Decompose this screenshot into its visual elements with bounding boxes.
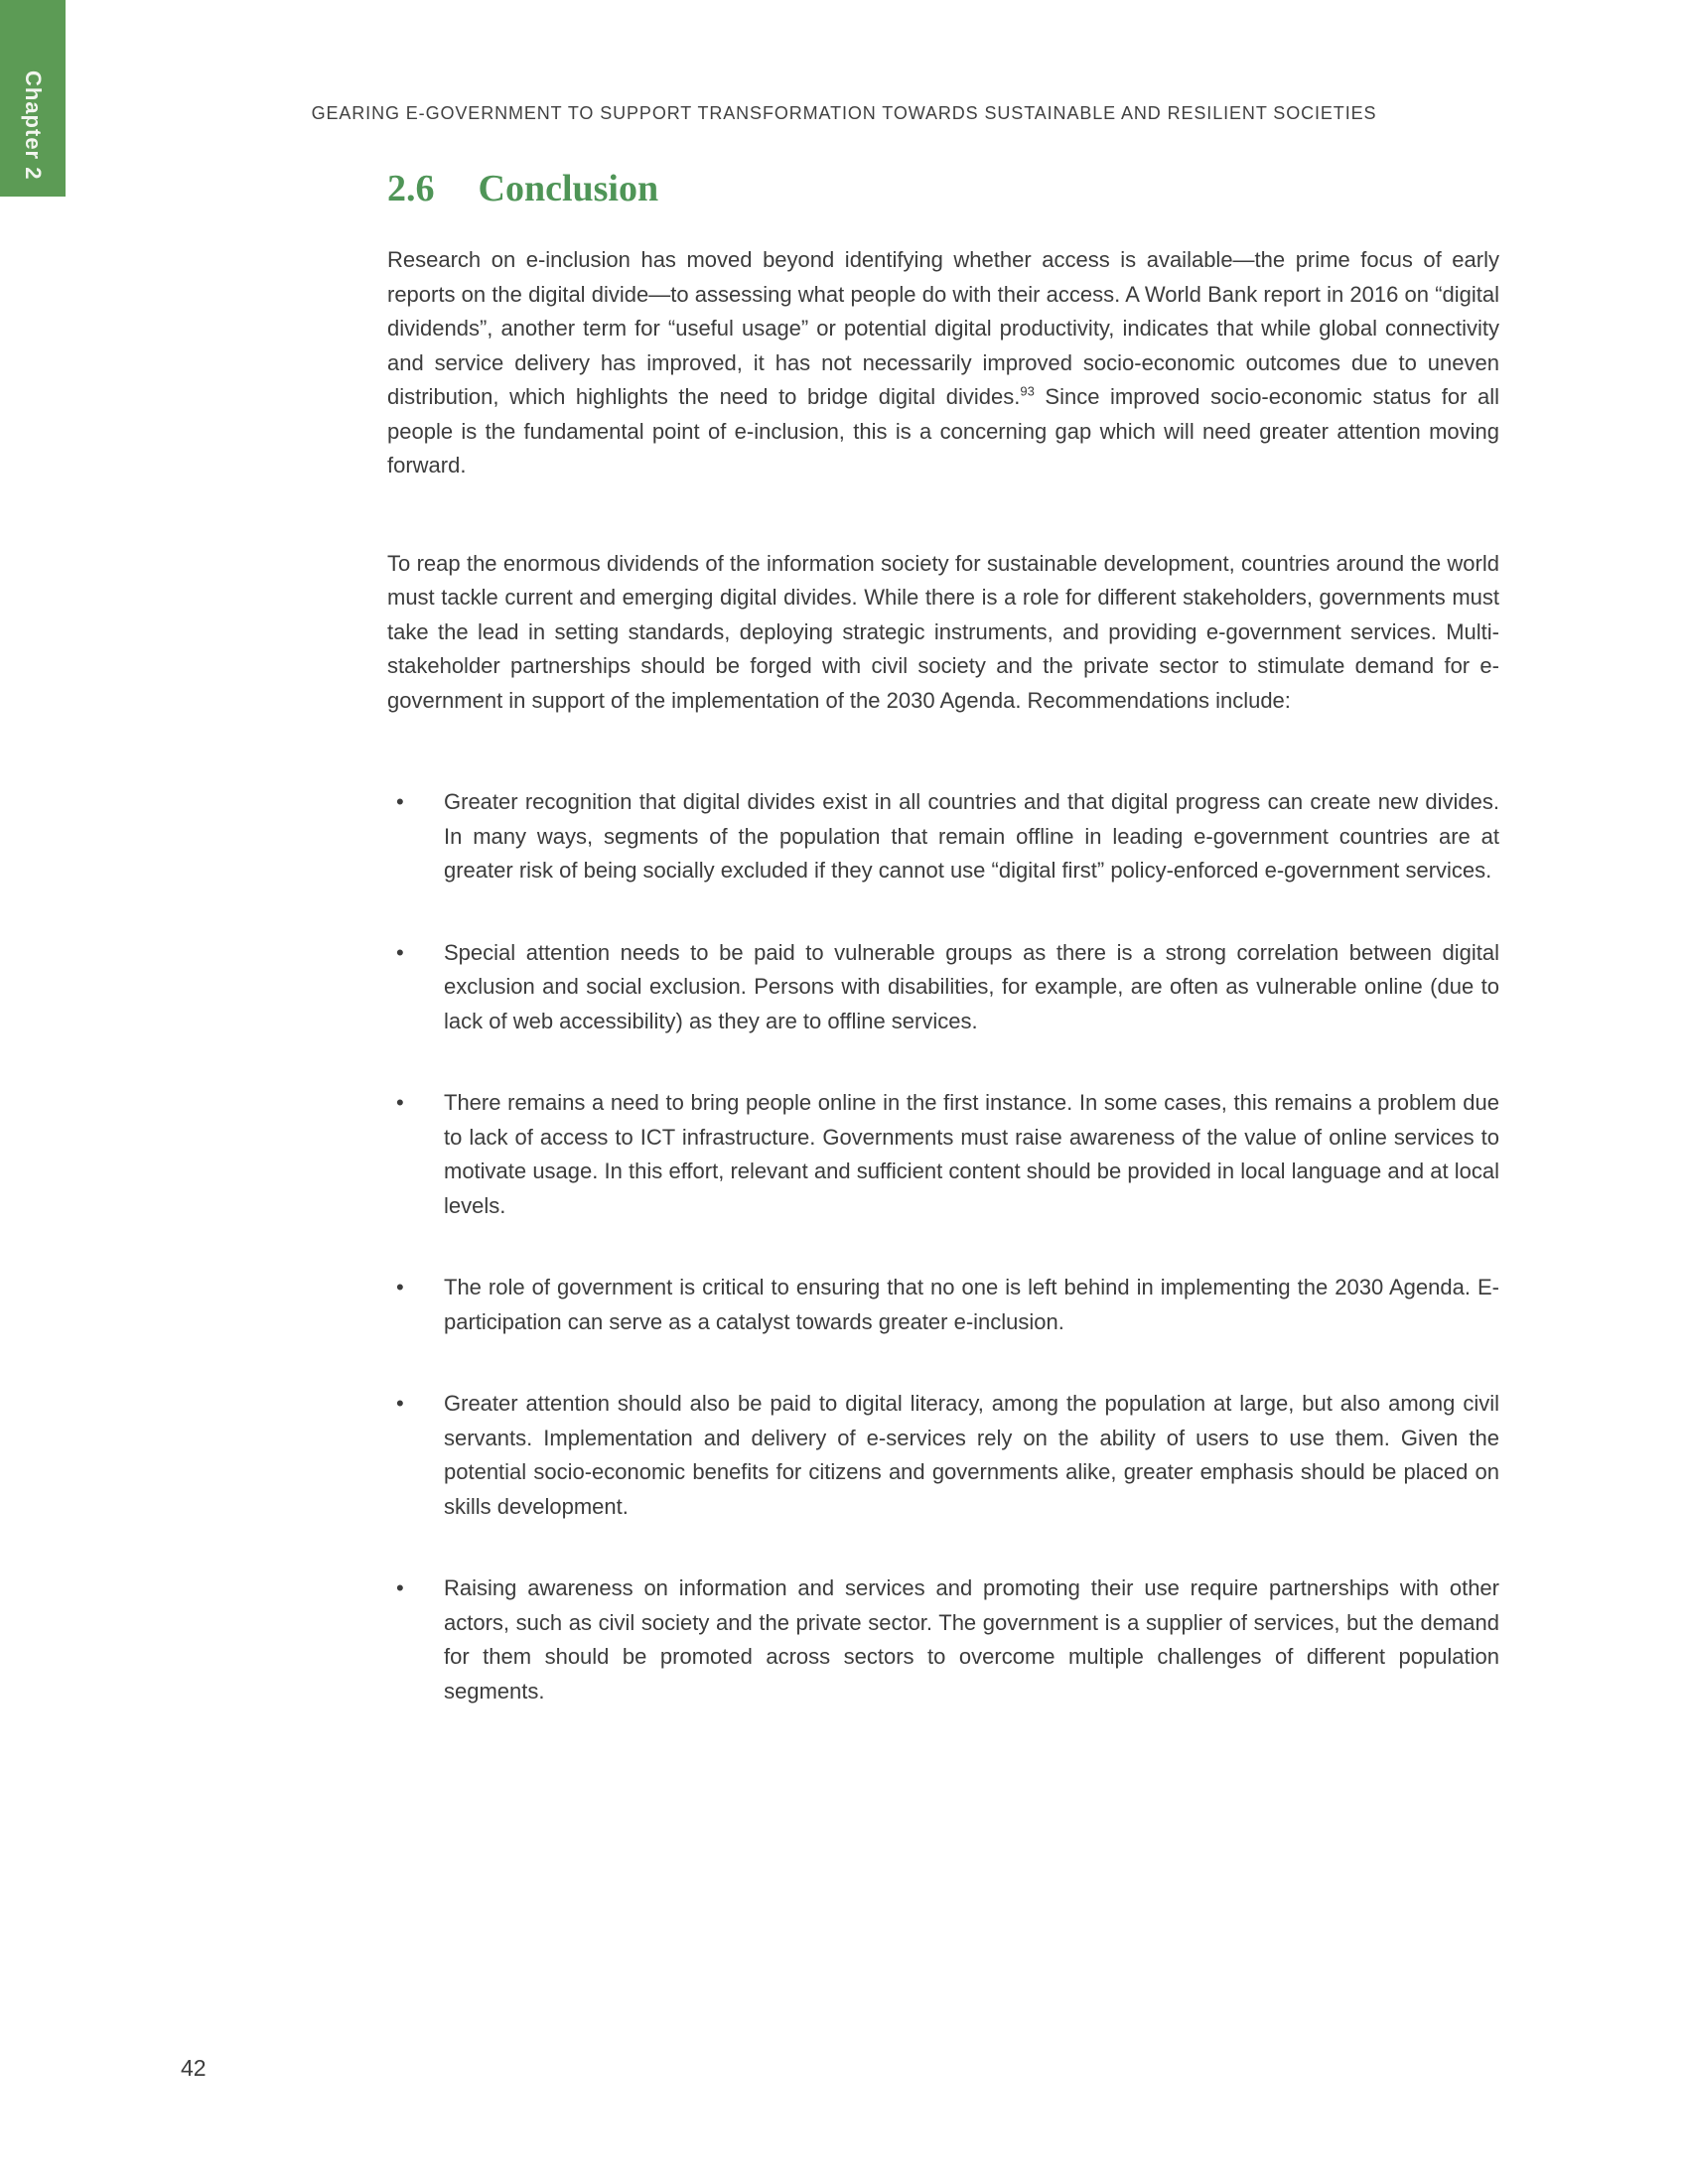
chapter-tab-label: Chapter 2: [21, 69, 46, 181]
list-item: [387, 1387, 1499, 1524]
section-title: Conclusion: [478, 168, 659, 209]
section-heading: [387, 166, 658, 211]
bullet-text: The role of government is critical to ensuring that no one is left behind in implementing the 2030 Agenda. E-participation can serve as a catalyst towards greater e-inclusion.: [444, 1275, 1499, 1334]
bullet-icon: •: [396, 1090, 404, 1115]
bullet-text: Raising awareness on information and services and promoting their use require partnerships with other actors, such as civil society and the private sector. The government is a supplier of services, but the demand for them should be promoted across sectors to overcome multiple challenges of different population segments.: [444, 1575, 1499, 1704]
bullet-text: Special attention needs to be paid to vulnerable groups as there is a strong correlation between digital exclusion and social exclusion. Persons with disabilities, for example, are often as vulnerable online (due to lack of web accessibility) as they are to offline services.: [444, 939, 1499, 1033]
bullet-icon: •: [396, 789, 404, 814]
paragraph-conclusion-2: To reap the enormous dividends of the information society for sustainable development, countries around the world must tackle current and emerging digital divides. While there is a role for different stakeholders, governments must take the lead in setting standards, deploying strategic instruments, and providing e-government services. Multi-stakeholder partnerships should be forged with civil society and the private sector to stimulate demand for e-government in support of the implementation of the 2030 Agenda. Recommendations include:: [387, 550, 1499, 713]
section-number: 2.6: [387, 168, 435, 209]
list-item: [387, 1086, 1499, 1223]
bullet-icon: •: [396, 1575, 404, 1600]
list-item: [387, 1571, 1499, 1708]
list-item: [387, 1271, 1499, 1339]
footnote-reference-93: 93: [1020, 383, 1035, 399]
recommendations-list: [387, 785, 1499, 1708]
list-item: [387, 936, 1499, 1039]
page-number: 42: [181, 2055, 207, 2081]
bullet-text: Greater attention should also be paid to digital literacy, among the population at large, but also among civil servants. Implementation and delivery of e-services rely on the ability of users to use them. Given the potential socio-economic benefits for citizens and governments alike, greater emphasis should be placed on skills development.: [444, 1391, 1499, 1519]
list-item: [387, 785, 1499, 888]
bullet-text: Greater recognition that digital divides exist in all countries and that digital progress can create new divides. In many ways, segments of the population that remain offline in leading e-government countries are at greater risk of being socially excluded if they cannot use “digital first” policy-enforced e-government services.: [444, 789, 1499, 883]
bullet-icon: •: [396, 939, 404, 965]
paragraph-1-text-continued: Since improved socio-economic status for all people is the fundamental point of e-inclusion, this is a concerning gap which will need greater attention moving forward.: [387, 384, 1499, 478]
running-header: GEARING E-GOVERNMENT TO SUPPORT TRANSFORMATION TOWARDS SUSTAINABLE AND RESILIENT SOCIETIES: [311, 103, 1377, 123]
chapter-tab: [0, 0, 66, 197]
bullet-text: There remains a need to bring people online in the first instance. In some cases, this remains a problem due to lack of access to ICT infrastructure. Governments must raise awareness of the value of online services to motivate usage. In this effort, relevant and sufficient content should be provided in local language and at local levels.: [444, 1090, 1499, 1218]
bullet-icon: •: [396, 1275, 404, 1299]
bullet-icon: •: [396, 1391, 404, 1416]
paragraph-1-text: Research on e-inclusion has moved beyond identifying whether access is available—the prime focus of early reports on the digital divide—to assessing what people do with their access. A World Bank report in 2016 on “digital dividends”, another term for “useful usage” or potential digital productivity, indicates that while global connectivity and service delivery has improved, it has not necessarily improved socio-economic outcomes due to uneven distribution, which highlights the need to bridge digital divides.: [387, 247, 1499, 409]
body-column: [387, 243, 1499, 1756]
paragraph-conclusion-1: [387, 243, 1499, 483]
